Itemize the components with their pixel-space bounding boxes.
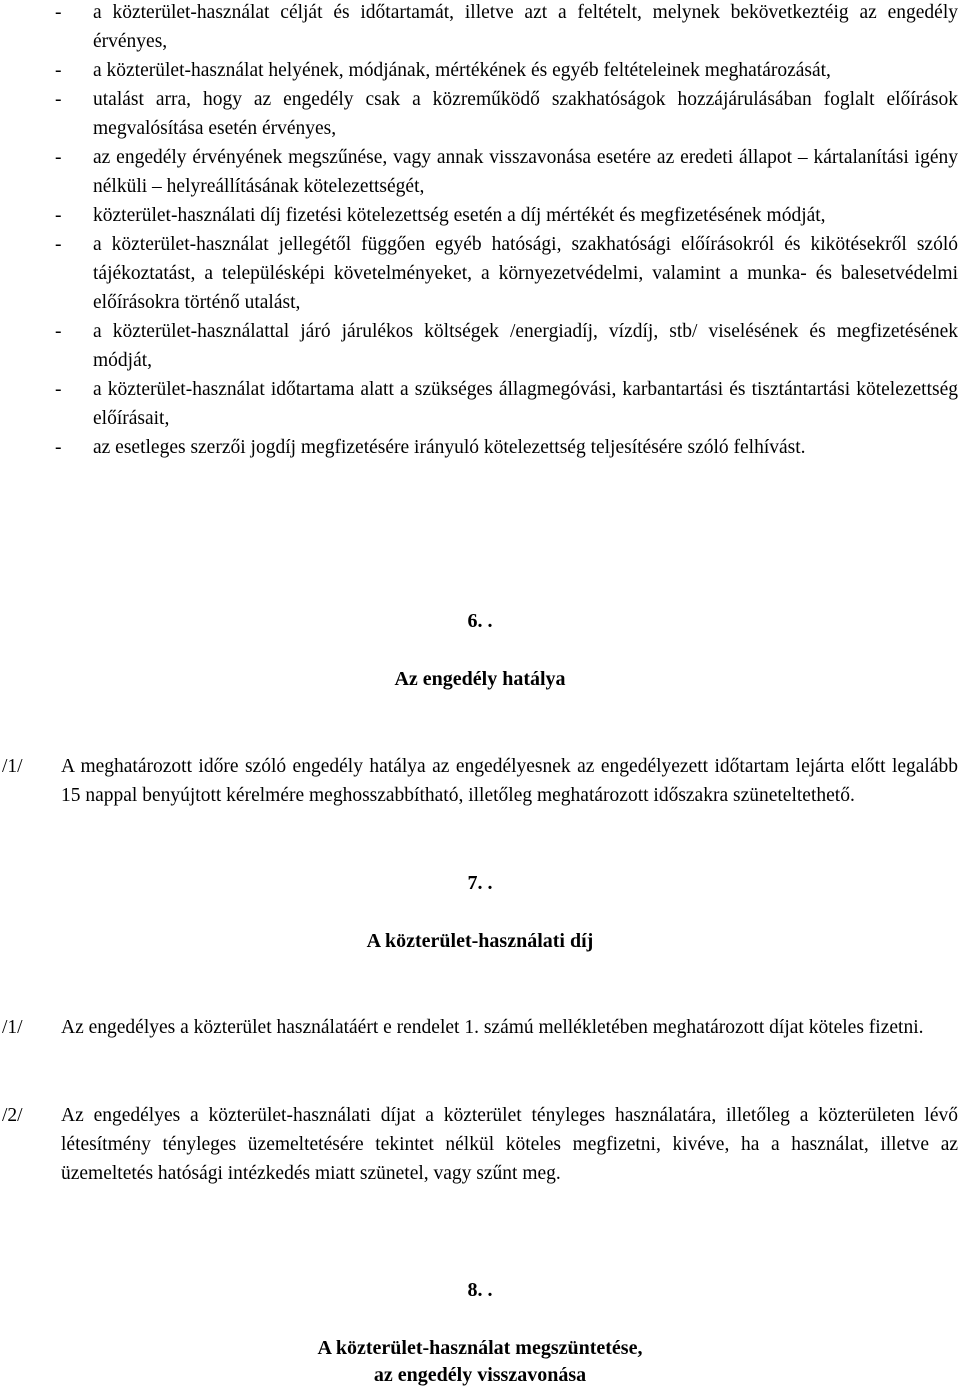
section-7-title: A közterület-használati díj xyxy=(366,930,594,952)
section-8-number: 8. . xyxy=(467,1279,493,1301)
list-item-text: a közterület-használat időtartama alatt a szükséges állagmegóvási, karbantartási és tisztántartási kötelezettség előírásait, xyxy=(93,379,958,429)
paragraph-number: /1/ xyxy=(2,1017,23,1038)
section-6-number: 6. . xyxy=(467,610,493,632)
list-dash: - xyxy=(55,205,62,226)
list-item-text: utalást arra, hogy az engedély csak a közreműködő szakhatóságok hozzájárulásában foglalt előírások megvalósítása esetén érvényes, xyxy=(93,89,958,139)
list-item-text: közterület-használati díj fizetési kötelezettség esetén a díj mértékét és megfizetésének módját, xyxy=(93,205,826,226)
list-dash: - xyxy=(55,321,62,342)
section-6-paragraph-1 xyxy=(0,752,958,810)
paragraph-text: Az engedélyes a közterület használatáért e rendelet 1. számú mellékletében meghatározott díjat köteles fizetni. xyxy=(61,1017,924,1038)
list-item xyxy=(0,56,958,85)
list-item xyxy=(0,230,958,317)
section-7-paragraph-2 xyxy=(0,1101,958,1188)
paragraph-number: /1/ xyxy=(2,756,23,777)
list-item-text: az engedély érvényének megszűnése, vagy annak visszavonása esetére az eredeti állapot – kártalanítási igény nélküli – helyreállításának kötelezettségét, xyxy=(93,147,958,197)
list-item-text: a közterület-használat helyének, módjának, mértékének és egyéb feltételeinek meghatározását, xyxy=(93,60,831,81)
bullet-list xyxy=(0,0,958,462)
list-dash: - xyxy=(55,89,62,110)
section-8-title-line-1: A közterület-használat megszüntetése, xyxy=(317,1337,643,1359)
paragraph-text: Az engedélyes a közterület-használati díjat a közterület tényleges használatára, illetőleg a közterületen lévő létesítmény tényleges üzemeltetésére tekintet nélkül köteles megfizetni, kivéve, ha a használat, illetve az üzemeltetés hatósági intézkedés miatt szünetel, vagy szűnt meg. xyxy=(61,1105,958,1184)
paragraph-text: A meghatározott időre szóló engedély hatálya az engedélyesnek az engedélyezett időtartam lejárta előtt legalább 15 nappal benyújtott kérelmére meghosszabbítható, illetőleg meghatározott időszakra szüneteltethető. xyxy=(61,756,958,806)
list-item xyxy=(0,85,958,143)
list-item-text: az esetleges szerzői jogdíj megfizetésére irányuló kötelezettség teljesítésére szóló felhívást. xyxy=(93,437,806,458)
list-item xyxy=(0,375,958,433)
section-7-number: 7. . xyxy=(467,872,493,894)
list-dash: - xyxy=(55,147,62,168)
list-dash: - xyxy=(55,437,62,458)
list-item-text: a közterület-használat jellegétől függően egyéb hatósági, szakhatósági előírásokról és kikötésekről szóló tájékoztatást, a településképi követelményeket, a környezetvédelmi, valamint a munka- és balesetvédelmi előírásokra történő utalást, xyxy=(93,234,958,313)
list-item xyxy=(0,0,958,56)
paragraph-number: /2/ xyxy=(2,1105,23,1126)
list-dash: - xyxy=(55,379,62,400)
list-dash: - xyxy=(55,234,62,255)
list-item xyxy=(0,143,958,201)
list-dash: - xyxy=(55,60,62,81)
list-item-text: a közterület-használat célját és időtartamát, illetve azt a feltételt, melynek bekövetkeztéig az engedély érvényes, xyxy=(93,2,958,52)
section-8-title-line-2: az engedély visszavonása xyxy=(373,1364,587,1386)
list-item xyxy=(0,201,958,230)
list-dash: - xyxy=(55,2,62,23)
section-6-title: Az engedély hatálya xyxy=(394,668,566,690)
list-item xyxy=(0,433,958,462)
list-item xyxy=(0,317,958,375)
list-item-text: a közterület-használattal járó járulékos költségek /energiadíj, vízdíj, stb/ viselésének és megfizetésének módját, xyxy=(93,321,958,371)
section-7-paragraph-1 xyxy=(0,1013,958,1042)
